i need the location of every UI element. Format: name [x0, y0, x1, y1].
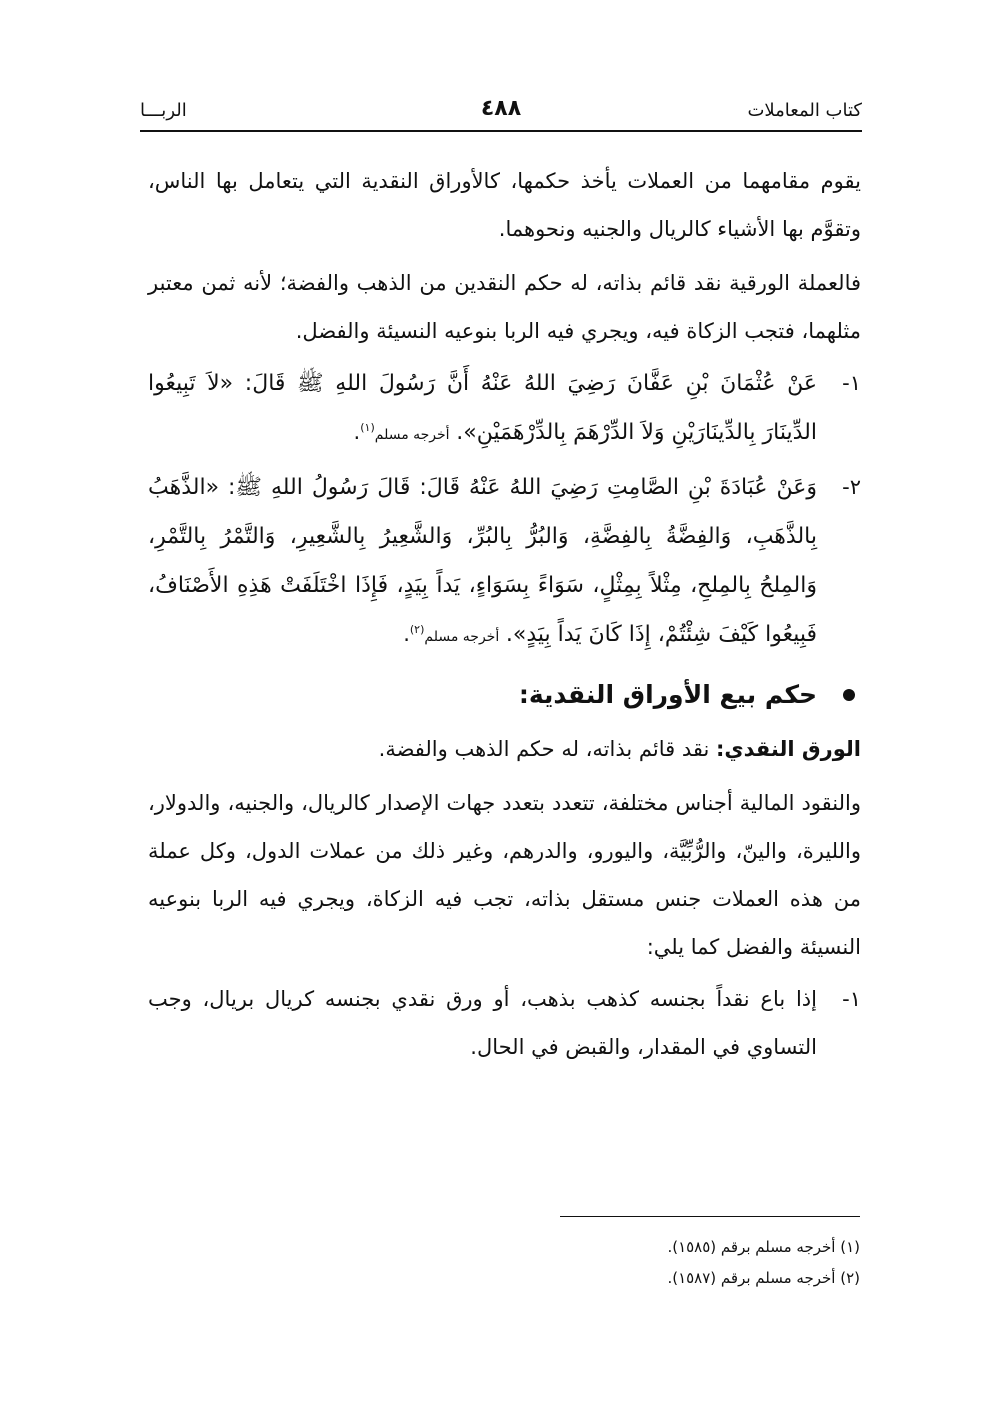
- definition-text: نقد قائم بذاته، له حكم الذهب والفضة.: [378, 737, 717, 761]
- hadith-1: [148, 359, 861, 459]
- footnote-mark-1: (١): [360, 421, 375, 434]
- hadith-2-end: .: [403, 622, 410, 646]
- definition-paragraph: [148, 725, 861, 773]
- page-number: ٤٨٨: [480, 96, 522, 121]
- hadith-1-end: .: [353, 420, 361, 444]
- definition-term: الورق النقدي:: [716, 737, 861, 761]
- hadith-2: [148, 463, 861, 661]
- book-title: كتاب المعاملات: [747, 100, 862, 121]
- main-text: [148, 157, 861, 1071]
- hadith-2-text: وَعَنْ عُبَادَةَ بْنِ الصَّامِتِ رَضِيَ اللهُ عَنْهُ قَالَ: قَالَ رَسُولُ اللهِ ﷺ: «الذَّهَبُ بِالذَّهَبِ، وَالفِضَّةُ بِالفِضَّةِ، وَالبُرُّ بِالبُرِّ، وَالشَّعِيرُ بِالشَّعِيرِ، وَالتَّمْرُ بِالتَّمْرِ، وَالمِلحُ بِالمِلحِ، مِثْلاً بِمِثْلٍ، سَوَاءً بِسَوَاءٍ، يَداً بِيَدٍ، فَإِذَا اخْتَلَفَتْ هَذِهِ الأَصْنَافُ، فَبِيعُوا كَيْفَ شِئْتُمْ، إِذَا كَانَ يَداً بِيَدٍ».: [148, 475, 817, 647]
- hadith-2-number: ٢-: [842, 475, 861, 499]
- hadith-1-reference: أخرجه مسلم: [374, 427, 450, 443]
- chapter-title: الربـــا: [140, 100, 187, 121]
- paragraph-2: فالعملة الورقية نقد قائم بذاته، له حكم النقدين من الذهب والفضة؛ لأنه ثمن معتبر مثلهما، فتجب الزكاة فيه، ويجري فيه الربا بنوعيه النسيئة والفضل.: [148, 271, 861, 343]
- rule-1-text: إذا باع نقداً بجنسه كذهب بذهب، أو ورق نقدي بجنسه كريال بريال، وجب التساوي في المقدار، والقبض في الحال.: [148, 987, 817, 1059]
- footnotes: [500, 1232, 860, 1294]
- rule-1-number: ١-: [842, 987, 861, 1011]
- footnote-1: (١) أخرجه مسلم برقم (١٥٨٥).: [667, 1238, 860, 1256]
- paragraph-3: والنقود المالية أجناس مختلفة، تتعدد بتعدد جهات الإصدار كالريال، والجنيه، والدولار، والليرة، والينّ، والرُّبِّيَّة، واليورو، والدرهم، وغير ذلك من عملات الدول، وكل عملة من هذه العملات جنس مستقل بذاته، تجب فيه الزكاة، ويجري فيه الربا بنوعيه النسيئة والفضل كما يلي:: [148, 791, 861, 959]
- footnote-2: (٢) أخرجه مسلم برقم (١٥٨٧).: [667, 1269, 860, 1287]
- footnote-divider: [560, 1216, 860, 1217]
- rule-1: [148, 975, 861, 1071]
- hadith-2-reference: أخرجه مسلم: [424, 629, 500, 645]
- paragraph-1: يقوم مقامهما من العملات يأخذ حكمها، كالأوراق النقدية التي يتعامل بها الناس، وتقوَّم بها الأشياء كالريال والجنيه ونحوهما.: [148, 169, 861, 241]
- section-heading: [148, 669, 861, 721]
- section-heading-text: حكم بيع الأوراق النقدية:: [518, 680, 817, 709]
- footnote-mark-2: (٢): [409, 623, 425, 636]
- bullet-icon: [843, 689, 855, 701]
- hadith-1-text: عَنْ عُثْمَانَ بْنِ عَفَّانَ رَضِيَ اللهُ عَنْهُ أَنَّ رَسُولَ اللهِ ﷺ قَالَ: «لاَ تَبِيعُوا الدِّينَارَ بِالدِّينَارَيْنِ وَلاَ الدِّرْهَمَ بِالدِّرْهَمَيْنِ».: [148, 371, 817, 445]
- hadith-1-number: ١-: [842, 371, 861, 395]
- page-header: [140, 96, 862, 132]
